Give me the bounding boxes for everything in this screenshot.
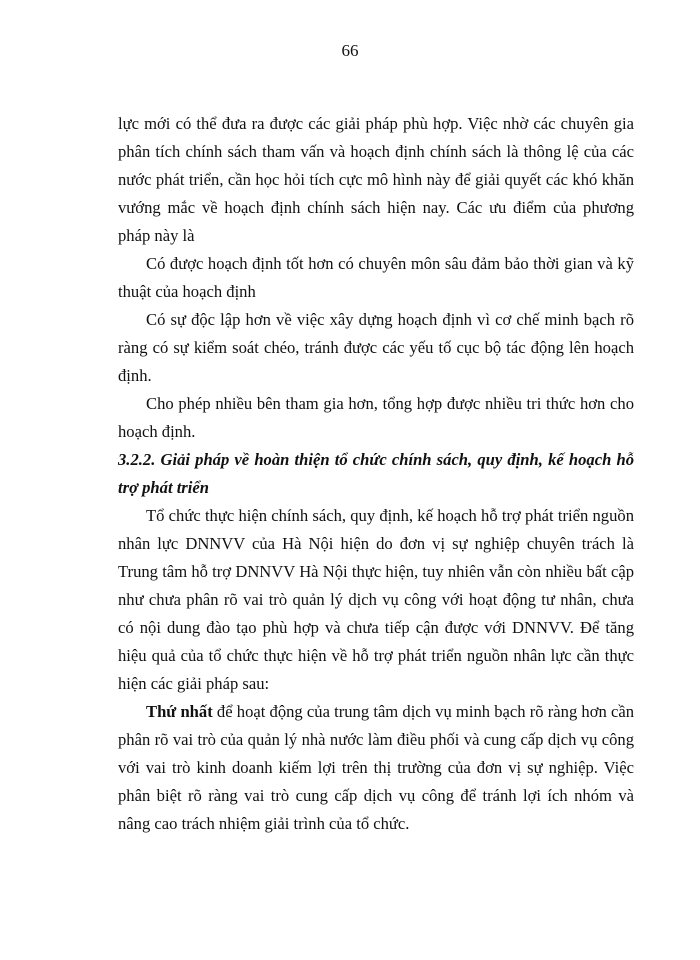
- section-heading: 3.2.2. Giải pháp về hoàn thiện tổ chức chính sách, quy định, kế hoạch hỗ trợ phát triển: [118, 450, 634, 497]
- document-body: [118, 110, 634, 838]
- paragraph-advantage-3: Cho phép nhiều bên tham gia hơn, tổng hợp được nhiều tri thức hơn cho hoạch định.: [118, 394, 634, 441]
- page-number: 66: [341, 41, 359, 60]
- first-solution-text: để hoạt động của trung tâm dịch vụ minh bạch rõ ràng hơn cần phân rõ vai trò của quản lý nhà nước làm điều phối và cung cấp dịch vụ công với vai trò kinh doanh kiếm lợi trên thị trường của đơn vị sự nghiệp. Việc phân biệt rõ ràng vai trò cung cấp dịch vụ công để tránh lợi ích nhóm và nâng cao trách nhiệm giải trình của tổ chức.: [118, 702, 635, 833]
- paragraph-continuation: lực mới có thể đưa ra được các giải pháp phù hợp. Việc nhờ các chuyên gia phân tích chính sách tham vấn và hoạch định chính sách là thông lệ của các nước phát triển, cần học hỏi tích cực mô hình này để giải quyết các khó khăn vướng mắc về hoạch định chính sách hiện nay. Các ưu điểm của phương pháp này là: [118, 114, 634, 245]
- paragraph-advantage-1: Có được hoạch định tốt hơn có chuyên môn sâu đảm bảo thời gian và kỹ thuật của hoạch định: [118, 254, 634, 301]
- section-paragraph: Tổ chức thực hiện chính sách, quy định, kế hoạch hỗ trợ phát triển nguồn nhân lực DNNVV của Hà Nội hiện do đơn vị sự nghiệp chuyên trách là Trung tâm hỗ trợ DNNVV Hà Nội thực hiện, tuy nhiên vẫn còn nhiều bất cập như chưa phân rõ vai trò quản lý dịch vụ công với hoạt động tư nhân, chưa có nội dung đào tạo phù hợp và chưa tiếp cận được với DNNVV. Để tăng hiệu quả của tổ chức thực hiện về hỗ trợ phát triển nguồn nhân lực cần thực hiện các giải pháp sau:: [118, 506, 634, 693]
- paragraph-advantage-2: Có sự độc lập hơn về việc xây dựng hoạch định vì cơ chế minh bạch rõ ràng có sự kiểm soát chéo, tránh được các yếu tố cục bộ tác động lên hoạch định.: [118, 310, 634, 385]
- first-solution-paragraph: [118, 698, 634, 838]
- first-solution-lead: Thứ nhất: [146, 702, 213, 721]
